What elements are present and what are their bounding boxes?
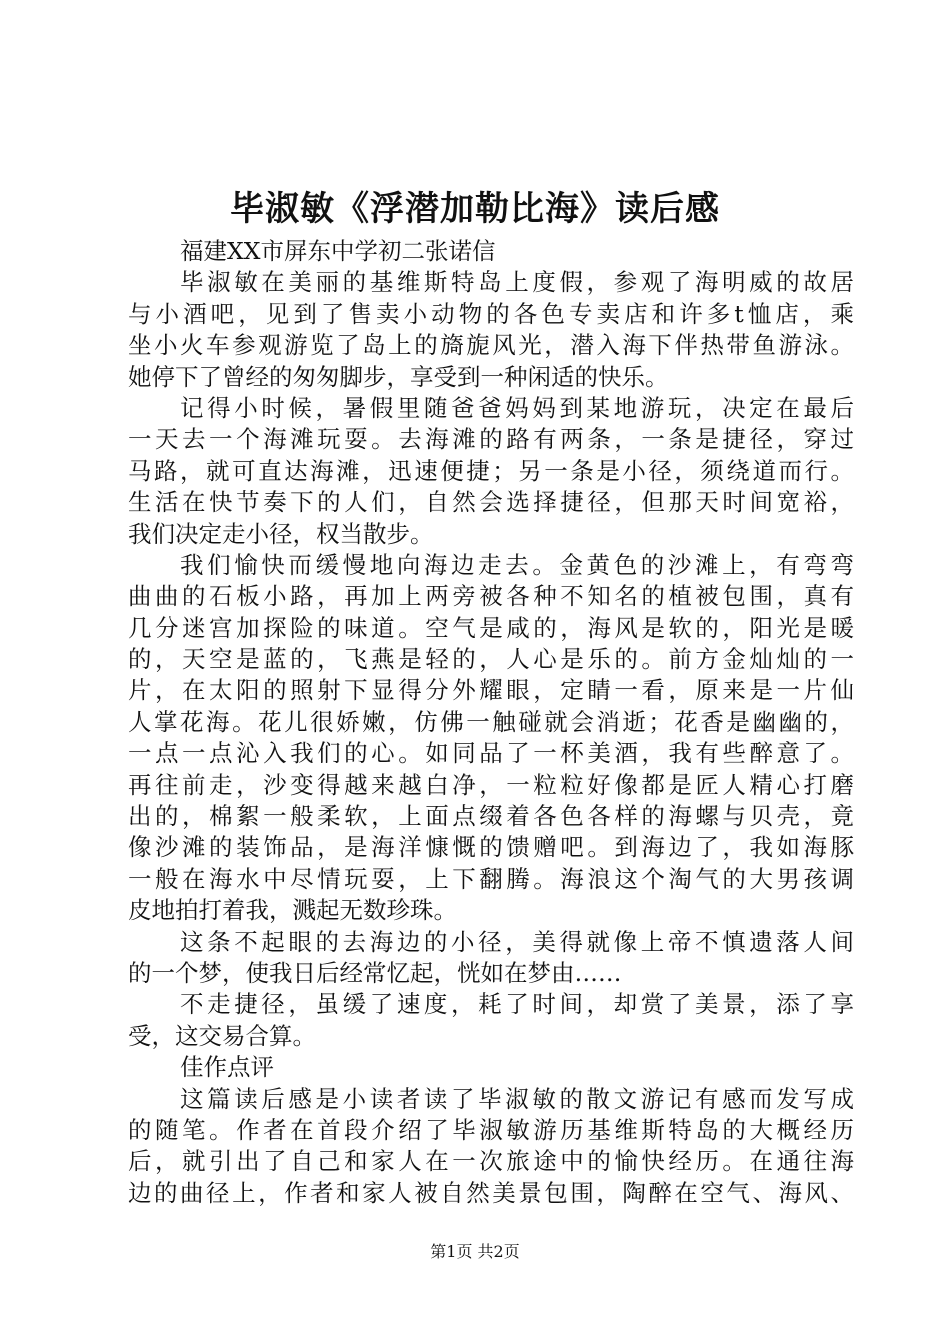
document-title: 毕淑敏《浮潜加勒比海》读后感 (230, 189, 720, 229)
text-line: 曲曲的石板小路，再加上两旁被各种不知名的植被包围，真有 (128, 582, 854, 611)
text-line: 这篇读后感是小读者读了毕淑敏的散文游记有感而发写成 (180, 1084, 854, 1113)
text-line: 的，天空是蓝的，飞燕是轻的，人心是乐的。前方金灿灿的一 (128, 645, 854, 674)
text-line: 后，就引出了自己和家人在一次旅途中的愉快经历。在通往海 (128, 1147, 854, 1176)
text-line: 生活在快节奏下的人们，自然会选择捷径，但那天时间宽裕， (128, 488, 854, 517)
text-line: 的随笔。作者在首段介绍了毕淑敏游历基维斯特岛的大概经历 (128, 1115, 854, 1144)
document-body (128, 236, 854, 1209)
text-line: 马路，就可直达海滩，迅速便捷；另一条是小径，须绕道而行。 (128, 456, 854, 485)
text-line: 我们愉快而缓慢地向海边走去。金黄色的沙滩上，有弯弯 (180, 550, 854, 579)
text-line: 佳作点评 (180, 1053, 274, 1082)
text-line: 片，在太阳的照射下显得分外耀眼，定睛一看，原来是一片仙 (128, 676, 854, 705)
text-line: 一点一点沁入我们的心。如同品了一杯美酒，我有些醉意了。 (128, 739, 854, 768)
text-line: 一般在海水中尽情玩耍，上下翻腾。海浪这个淘气的大男孩调 (128, 864, 854, 893)
text-line: 受，这交易合算。 (128, 1021, 316, 1050)
text-line: 与小酒吧，见到了售卖小动物的各色专卖店和许多t恤店，乘 (128, 299, 854, 328)
text-line: 边的曲径上，作者和家人被自然美景包围，陶醉在空气、海风、 (128, 1178, 854, 1207)
text-line: 我们决定走小径，权当散步。 (128, 519, 434, 548)
text-line: 皮地拍打着我，溅起无数珍珠。 (128, 896, 457, 925)
text-line: 几分迷宫加探险的味道。空气是咸的，海风是软的，阳光是暖 (128, 613, 854, 642)
page-footer: 第1页 共2页 (430, 1242, 520, 1261)
text-line: 一天去一个海滩玩耍。去海滩的路有两条，一条是捷径，穿过 (128, 425, 854, 454)
text-line: 毕淑敏在美丽的基维斯特岛上度假，参观了海明威的故居 (180, 268, 854, 297)
text-line: 坐小火车参观游览了岛上的旖旎风光，潜入海下伴热带鱼游泳。 (128, 331, 854, 360)
text-line: 福建XX市屏东中学初二张诺信 (180, 237, 496, 265)
text-line: 出的，棉絮一般柔软，上面点缀着各色各样的海螺与贝壳，竟 (128, 802, 854, 831)
text-line: 的一个梦，使我日后经常忆起，恍如在梦由…… (128, 958, 622, 987)
text-line: 再往前走，沙变得越来越白净，一粒粒好像都是匠人精心打磨 (128, 770, 854, 799)
text-line: 不走捷径，虽缓了速度，耗了时间，却赏了美景，添了享 (180, 990, 854, 1019)
text-line: 记得小时候，暑假里随爸爸妈妈到某地游玩，决定在最后 (180, 393, 854, 422)
text-line: 像沙滩的装饰品，是海洋慷慨的馈赠吧。到海边了，我如海豚 (128, 833, 854, 862)
text-line: 这条不起眼的去海边的小径，美得就像上帝不慎遗落人间 (180, 927, 854, 956)
text-line: 她停下了曾经的匆匆脚步，享受到一种闲适的快乐。 (128, 362, 669, 391)
text-line: 人掌花海。花儿很娇嫩，仿佛一触碰就会消逝；花香是幽幽的， (128, 707, 854, 736)
